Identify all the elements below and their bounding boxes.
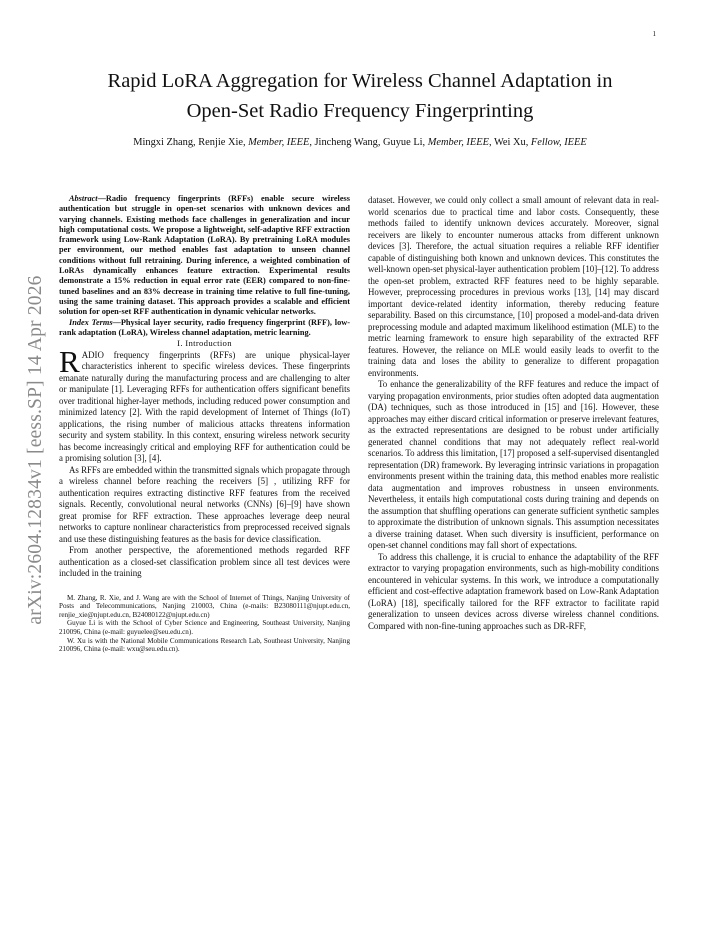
abstract-label: Abstract — [69, 194, 98, 203]
right-column — [368, 195, 659, 632]
author-role-3: Fellow, IEEE — [530, 137, 587, 148]
arxiv-identifier: arXiv:2604.12834v1 [eess.SP] 14 Apr 2026 — [25, 275, 46, 625]
author-list — [40, 137, 680, 148]
footnote-affiliation-1: M. Zhang, R. Xie, and J. Wang are with the School of Internet of Things, Nanjing University of Posts and Telecommunications, Nanjing 210003, China (e-mails: B23080111@njupt.edu.cn, renjie_xie@njupt.edu.cn, B24080122@njupt.edu.cn) — [59, 593, 350, 619]
left-column — [59, 194, 350, 654]
footnotes — [59, 594, 350, 654]
section-heading-introduction — [59, 338, 350, 350]
author-names-2: , Jincheng Wang, Guyue Li, — [309, 137, 428, 148]
intro-paragraph-6: To address this challenge, it is crucial to enhance the adaptability of the RFF extractor to varying propagation environments, such as high-mobility conditions encountered in vehicular systems. In this work, we introduce a computationally efficient and cost-effective adaptation framework based on Low-Rank Adaptation (LoRA) [18], specifically tailored for the RFF extractor to facilitate rapid generalization to unseen devices across diverse wireless channel conditions. Compared with non-fine-tuning approaches such as DR-RFF, — [368, 551, 659, 631]
title-line-2: Open-Set Radio Frequency Fingerprinting — [186, 100, 534, 122]
index-terms-label: Index Terms — [69, 317, 113, 327]
intro-paragraph-3: From another perspective, the aforementioned methods regarded RFF authentication as a closed-set classification problem since all test devices were included in the training — [59, 545, 350, 579]
section-heading-text: I. Introduction — [177, 338, 232, 349]
author-role-2: Member, IEEE — [427, 137, 489, 148]
author-names-3: , Wei Xu, — [488, 137, 531, 148]
drop-cap: R — [59, 343, 80, 379]
paper-title — [60, 66, 660, 126]
intro-paragraph-2: As RFFs are embedded within the transmitted signals which propagate through a wireless channel before reaching the receivers [5] , utilizing RFF for authentication requires extracting distinctive RFF features from the received signals. Recently, convolutional neural networks (CNNs) [6]–[9] have shown great promise for RFF extraction. These approaches leverage deep neural networks to capture nonlinear characteristics from preprocessed received signals and use these distinguishing features as the basis for device classification. — [59, 464, 350, 544]
intro-paragraph-5: To enhance the generalizability of the RFF features and reduce the impact of varying propagation environments, prior studies often adopted data augmentation (DA) techniques, such as those introduced in [15] and [16]. However, these approaches may either discard critical information or preserve irrelevant features, as the extracted representations are designed to be robust under artificially generated channel conditions that may not adequately reflect real-world scenarios. To address this limitation, [17] proposed a self-supervised disentangled representation (DR) framework. By leveraging intrinsic variations in propagation environments present within the training data, this method enables more realistic data augmentation and improves robustness in unseen environments. Nevertheless, it entails high computational costs during training and depends on the assumption that shuffling operations can generate sufficient synthetic samples to approximate the distribution of unknown signals. This assumption necessitates a diverse training dataset. When such diversity is insufficient, performance on open-set channel conditions may fall short of expectations. — [368, 379, 659, 550]
footnote-affiliation-3: W. Xu is with the National Mobile Communications Research Lab, Southeast University, Nanjing 210096, China (e-mail: wxu@seu.edu.cn). — [59, 636, 350, 654]
intro-paragraph-4: dataset. However, we could only collect a small amount of relevant data in real-world scenarios due to practical time and labor costs. Consequently, these methods failed to identify unknown devices accurately. Moreover, signal receivers are likely to encounter numerous attacks from different unknown devices [3]. Therefore, the actual situation requires a reliable RFF identifier capable of distinguishing both known and unknown devices. This constitutes the well-known open-set physical-layer authentication problem [10]–[12]. To address the open-set problem, extracted RFF features need to be highly separable. However, preprocessing procedures in previous works [13], [14] may discard important device-related identity information, thereby reducing feature separability. Based on this circumstance, [10] proposed a model-and-data driven preprocessing module and adapted maximum likelihood estimation (MLE) to the metric learning framework to ensure high separability of the extracted RFF features. However, the reliance on MLE would easily leads to overfit to the training data and loses the ability to generalize to different propagation environments. — [368, 195, 659, 378]
arxiv-sidebar — [8, 250, 64, 650]
abstract — [59, 194, 350, 318]
index-terms — [59, 318, 350, 339]
index-terms-text: —Physical layer security, radio frequency fingerprint (RFF), low-rank adaptation (LoRA), Wireless channel adaptation, metric learning. — [59, 317, 350, 337]
abstract-text: —Radio frequency fingerprints (RFFs) enable secure wireless authentication but struggle in open-set scenarios with unknown devices and varying channels. Existing methods face challenges in generalization and incur high computational costs. We propose a lightweight, self-adaptive RFF extraction framework using Low-Rank Adaptation (LoRA). By pretraining LoRA modules per environment, our method enables fast adaptation to unseen channel conditions without full retraining. During inference, a weighted combination of LoRAs dynamically enhances feature extraction. Experimental results demonstrate a 15% reduction in equal error rate (EER) compared to non-fine-tuned baselines and an 83% decrease in training time relative to full fine-tuning, using the same training dataset. This approach provides a scalable and efficient solution for open-set RFF authentication in dynamic vehicular networks. — [59, 194, 350, 317]
author-role-1: Member, IEEE — [248, 137, 310, 148]
page-number: 1 — [652, 30, 656, 38]
intro-paragraph-1-text: ADIO frequency fingerprints (RFFs) are unique physical-layer characteristics inherent to specific wireless devices. These fingerprints emanate naturally during the manufacturing process and are challenging to alter or manipulate [1]. Leveraging RFFs for authentication offers significant benefits over traditional higher-layer methods, including reduced power consumption and minimized latency [2]. With the rapid development of Internet of Things (IoT) applications, the rising number of malicious attacks threatens information security and system stability. In this context, ensuring wireless network security has become increasingly critical and employing RFF for authentication could be a promising solution [3], [4]. — [59, 349, 350, 464]
author-names-1: Mingxi Zhang, Renjie Xie, — [133, 137, 249, 148]
footnote-affiliation-2: Guyue Li is with the School of Cyber Science and Engineering, Southeast University, Nanjing 210096, China (e-mail: guyuelee@seu.edu.cn). — [59, 619, 350, 637]
title-line-1: Rapid LoRA Aggregation for Wireless Channel Adaptation in — [107, 70, 613, 92]
